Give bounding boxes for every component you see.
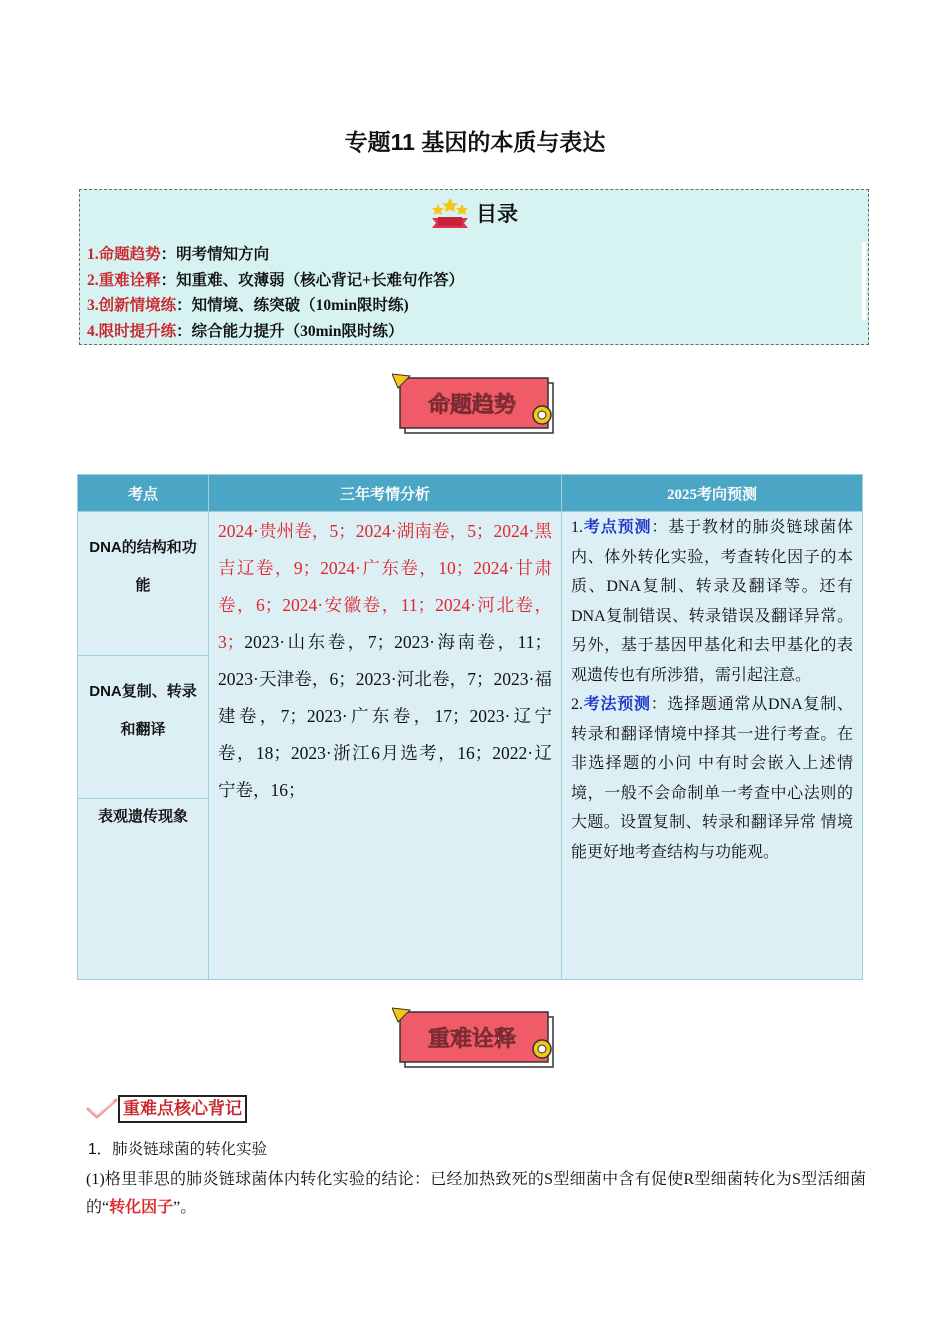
paragraph: (1)格里菲思的肺炎链球菌体内转化实验的结论：已经加热致死的S型细菌中含有促使R型细菌转化为S型活细菌的“转化因子”。 <box>86 1171 866 1216</box>
star-ribbon-icon <box>430 196 470 230</box>
difficult-badge <box>392 1006 562 1072</box>
toc-item[interactable]: 4.限时提升练：综合能力提升（30min限时练） <box>87 322 404 340</box>
section-title: 重难点核心背记 <box>118 1095 247 1123</box>
toc-scrollbar <box>862 242 866 320</box>
table-header: 2025考向预测 <box>562 475 863 512</box>
section-label <box>86 1095 247 1123</box>
table-row <box>78 512 863 656</box>
checkmark-icon <box>86 1098 118 1120</box>
toc-item[interactable]: 3.创新情境练：知情境、练突破（10min限时练) <box>87 297 409 314</box>
kaodian-cell: DNA的结构和功能 <box>78 512 209 656</box>
toc-box <box>79 189 869 345</box>
prediction-cell <box>562 512 863 980</box>
subsection-heading: 1．肺炎链球菌的转化实验 <box>88 1141 268 1158</box>
table-header-row <box>78 475 863 512</box>
exam-analysis-text: 2024·贵州卷，5；2024·湖南卷，5；2024·黑吉辽卷，9；2024·广东卷，10；2024·甘肃卷，6；2024·安徽卷，11；2024·河北卷，3；2023·山东卷，7；2023·海南卷，11；2023·天津卷，6；2023·河北卷，7；2023·福建卷，7；2023·广东卷，17；2023·辽宁卷，18；2023·浙江6月选考，16；2022·辽宁卷，16； <box>218 521 552 800</box>
kaodian-cell: DNA复制、转录和翻译 <box>78 656 209 799</box>
exam-analysis-cell <box>209 512 562 980</box>
trend-table <box>77 474 863 980</box>
toc-list <box>87 242 464 344</box>
page-title: 专题11 基因的本质与表达 <box>344 129 606 155</box>
trend-badge-label: 命题趋势 <box>427 392 517 417</box>
kaodian-cell: 表观遗传现象 <box>78 799 209 980</box>
table-header: 考点 <box>78 475 209 512</box>
table-header: 三年考情分析 <box>209 475 562 512</box>
prediction-text: 1.考点预测：基于教材的肺炎链球菌体内、体外转化实验，考查转化因子的本质、DNA复制、转录及翻译等。还有DNA复制错误、转录错误及翻译异常。另外，基于基因甲基化和去甲基化的表观遗传也有所涉猎，需引起注意。 2.考法预测：选择题通常从DNA复制、转录和翻译情境中择其一进行考查。在非选择题的小问 中有时会嵌入上述情境，一般不会命制单一考查中心法则的大题。设置复制、转录和翻译异常 情境能更好地考查结构与功能观。 <box>571 519 853 861</box>
toc-item[interactable]: 1.命题趋势：明考情知方向 <box>87 246 270 263</box>
trend-badge <box>392 372 562 438</box>
toc-header <box>80 196 868 235</box>
toc-heading: 目录 <box>476 203 518 226</box>
difficult-badge-label: 重难诠释 <box>427 1026 517 1051</box>
toc-item[interactable]: 2.重难诠释：知重难、攻薄弱（核心背记+长难句作答） <box>87 271 464 289</box>
